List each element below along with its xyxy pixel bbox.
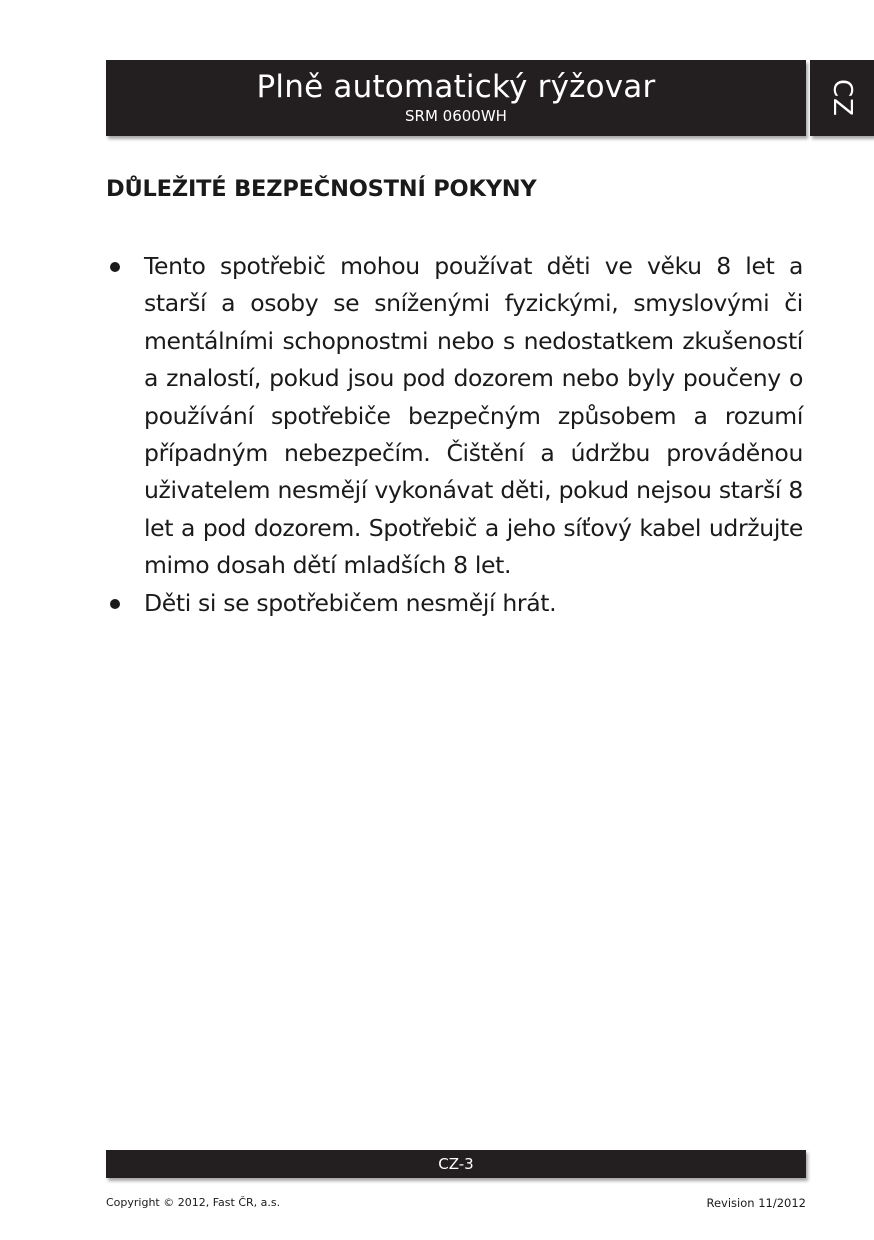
document-title: Plně automatický rýžovar [256,69,656,105]
copyright-text: Copyright © 2012, Fast ČR, a.s. [106,1196,281,1209]
page-number: CZ-3 [438,1155,474,1173]
revision-text: Revision 11/2012 [706,1196,806,1210]
language-label: CZ [827,79,857,117]
list-item [106,585,803,622]
section-title: DŮLEŽITÉ BEZPEČNOSTNÍ POKYNY [106,176,537,202]
bullet-icon [110,262,120,272]
safety-instructions-list [106,248,803,622]
list-item [106,248,803,585]
list-item-text: Děti si se spotřebičem nesmějí hrát. [144,588,557,617]
bullet-icon [110,599,120,609]
header-bar [106,60,806,136]
list-item-text: Tento spotřebič mohou používat děti ve věku 8 let a starší a osoby se sníženými fyzickými, smyslovými či mentálními schopnostmi nebo s nedostatkem zkušeností a znalostí, pokud jsou pod dozorem nebo byly poučeny o používání spotřebiče bezpečným způsobem a rozumí případným nebezpečím. Čištění a údržbu prováděnou uživatelem nesmějí vykonávat děti, pokud nejsou starší 8 let a pod dozorem. Spotřebič a jeho síťový kabel udržujte mimo dosah dětí mladších 8 let. [144,252,803,580]
footer-bar [106,1150,806,1178]
model-number: SRM 0600WH [405,107,507,125]
language-tab [810,60,874,136]
